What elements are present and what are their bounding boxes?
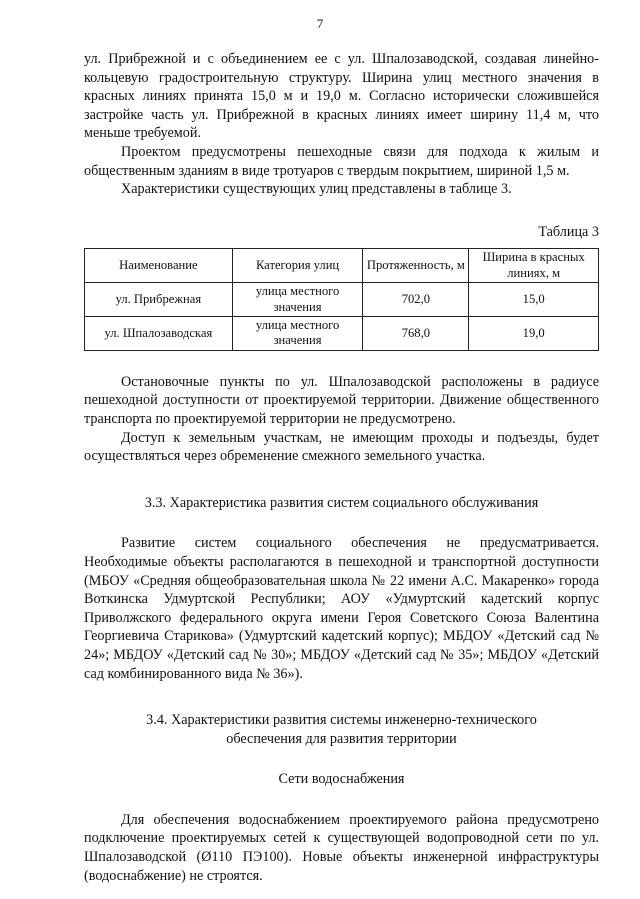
table-header-cell: Категория улиц — [232, 249, 363, 283]
intro-paragraph: ул. Прибрежной и с объединением ее с ул. Шпалозаводской, создавая линейно-кольцевую градостроительную структуру. Ширина улиц местного значения в красных линиях принята 15,0 м и 19,0 м. Согласно исторически сложившейся застройке часть ул. Прибрежной в красных линиях имеет ширину 11,4 м, что меньше требуемой. — [84, 51, 599, 142]
table-cell: 19,0 — [469, 316, 599, 350]
table-row — [85, 316, 599, 350]
page-number: 7 — [316, 16, 324, 31]
stops-paragraph: Остановочные пункты по ул. Шпалозаводской расположены в радиусе пешеходной доступности от проектируемой территории. Движение общественного транспорта по проектируемой территории не предусмотрено. — [84, 373, 599, 427]
table-cell: ул. Шпалозаводская — [85, 316, 233, 350]
section-3-4-heading-line: 3.4. Характеристики развития системы инженерно-технического — [146, 712, 537, 729]
pedestrian-paragraph: Проектом предусмотрены пешеходные связи для подхода к жилым и общественным зданиям в виде тротуаров с твердым покрытием, шириной 1,5 м. — [84, 143, 599, 179]
table-row — [85, 283, 599, 317]
social-services-paragraph: Развитие систем социального обеспечения не предусматривается. Необходимые объекты располагаются в пешеходной и транспортной доступности (МБОУ «Средняя общеобразовательная школа № 22 имени А.С. Макаренко» города Воткинска Удмуртской Республики; АОУ «Удмуртский кадетский корпус Приволжского федерального округа имени Героя Советского Союза Валентина Георгиевича Старикова» (Удмуртский кадетский корпус); МБДОУ «Детский сад № 24»; МБДОУ «Детский сад № 30»; МБДОУ «Детский сад № 35»; МБДОУ «Детский сад комбинированного вида № 36»). — [84, 535, 599, 682]
table-cell: ул. Прибрежная — [85, 283, 233, 317]
water-supply-subheading: Сети водоснабжения — [278, 771, 405, 788]
document-body — [84, 50, 599, 885]
section-3-3-heading: 3.3. Характеристика развития систем социального обслуживания — [144, 494, 539, 511]
land-access-paragraph: Доступ к земельным участкам, не имеющим проходы и подъезды, будет осуществляться через обременение смежного земельного участка. — [84, 429, 599, 465]
table-cell: 768,0 — [363, 316, 469, 350]
table-cell: улица местного значения — [232, 316, 363, 350]
streets-table — [84, 248, 599, 350]
table-header-row — [85, 249, 599, 283]
table-cell: 15,0 — [469, 283, 599, 317]
table-header-cell: Протяженность, м — [363, 249, 469, 283]
streets-intro: Характеристики существующих улиц представлены в таблице 3. — [121, 181, 512, 198]
section-3-4-heading-line: обеспечения для развития территории — [226, 730, 457, 747]
table-header-cell: Наименование — [85, 249, 233, 283]
water-supply-paragraph: Для обеспечения водоснабжением проектируемого района предусмотрено подключение проектируемых сетей к существующей водопроводной сети по ул. Шпалозаводской (Ø110 ПЭ100). Новые объекты инженерной инфраструктуры (водоснабжение) не строятся. — [84, 811, 599, 884]
table-cell: 702,0 — [363, 283, 469, 317]
table-header-cell: Ширина в красных линиях, м — [469, 249, 599, 283]
table-cell: улица местного значения — [232, 283, 363, 317]
table-label: Таблица 3 — [538, 223, 599, 240]
section-3-4-heading — [84, 711, 599, 748]
